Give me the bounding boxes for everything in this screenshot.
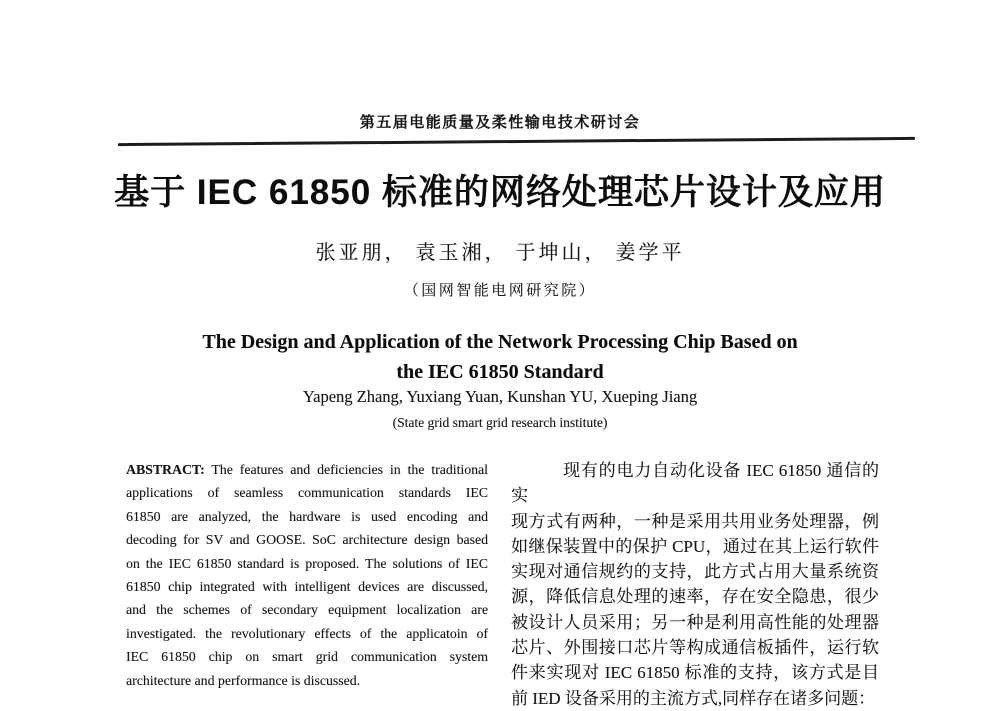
introduction-line: 现有的电力自动化设备 IEC 61850 通信的实	[511, 461, 879, 506]
abstract-line: ABSTRACT: The features and deficiencies in the traditional	[126, 462, 488, 477]
conference-running-head: 第五届电能质量及柔性输电技术研讨会	[359, 115, 641, 131]
paper-title-en-line1: The Design and Application of the Network Processing Chip Based on	[202, 331, 798, 353]
abstract-line: and the schemes of secondary equipment localization are	[126, 602, 488, 618]
paper-title-en-line2: the IEC 61850 Standard	[396, 361, 604, 383]
paper-title-zh: 基于 IEC 61850 标准的网络处理芯片设计及应用	[114, 173, 886, 212]
abstract-line: 61850 are analyzed, the hardware is used encoding and	[126, 508, 488, 524]
affiliation-zh: （国网智能电网研究院）	[403, 283, 597, 299]
paper-title-en	[0, 327, 1000, 387]
abstract-line: 61850 chip integrated with intelligent devices are discussed,	[126, 579, 488, 595]
introduction-line: 前 IED 设备采用的主流方式,同样存在诸多问题：	[511, 688, 876, 708]
introduction-line: 芯片、外围接口芯片等构成通信板插件，运行软	[511, 638, 879, 658]
introduction-line: 被设计人员采用；另一种是利用高性能的处理器	[511, 612, 879, 632]
authors-zh: 张亚朋， 袁玉湘， 于坤山， 姜学平	[315, 242, 685, 264]
introduction-line: 源，降低信息处理的速率，存在安全隐患，很少	[511, 587, 879, 607]
introduction-line: 实现对通信规约的支持，此方式占用大量系统资	[511, 562, 879, 582]
introduction-line: 件来实现对 IEC 61850 标准的支持，该方式是目	[511, 663, 879, 683]
abstract-line: investigated. the revolutionary effects of the applicatoin of	[126, 625, 488, 641]
abstract-line: applications of seamless communication standards IEC	[126, 485, 488, 501]
abstract-line: on the IEC 61850 standard is proposed. The solutions of IEC	[126, 555, 488, 571]
abstract-line: decoding for SV and GOOSE. SoC architecture design based	[126, 532, 488, 548]
abstract-line: architecture and performance is discussed.	[126, 672, 361, 688]
authors-en: Yapeng Zhang, Yuxiang Yuan, Kunshan YU, Xueping Jiang	[302, 387, 698, 406]
abstract-label: ABSTRACT:	[126, 462, 205, 477]
affiliation-en: (State grid smart grid research institute)	[392, 415, 608, 430]
abstract-column	[126, 458, 488, 692]
introduction-column	[511, 458, 879, 711]
header-rule	[118, 137, 915, 146]
introduction-line: 如继保装置中的保护 CPU，通过在其上运行软件	[511, 536, 879, 556]
introduction-line: 现方式有两种，一种是采用共用业务处理器，例	[511, 511, 879, 531]
abstract-line: IEC 61850 chip on smart grid communication system	[126, 649, 488, 665]
